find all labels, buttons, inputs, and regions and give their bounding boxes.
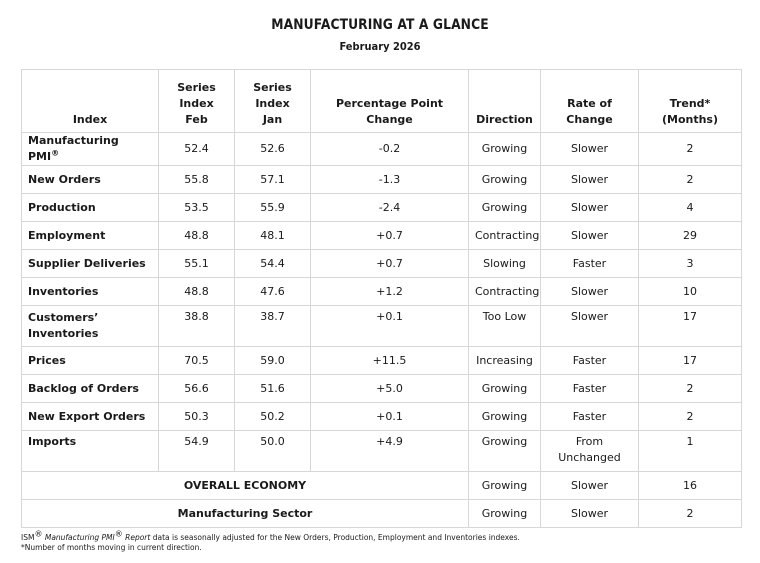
change-value: +0.7 [311,222,469,250]
rate-value: Slower [541,222,639,250]
page-subtitle: February 2026 [339,40,421,53]
change-value: +11.5 [311,347,469,375]
feb-value: 38.8 [159,306,235,347]
trend-value: 10 [639,278,742,306]
direction-value: Growing [469,403,541,431]
trend-value: 17 [639,347,742,375]
jan-value: 55.9 [235,194,311,222]
header-trend [639,70,742,133]
direction-value: Increasing [469,347,541,375]
trend-value: 17 [639,306,742,347]
change-value: +1.2 [311,278,469,306]
change-value: -0.2 [311,133,469,166]
header-jan-line: Series [253,81,292,94]
direction-value: Growing [469,133,541,166]
index-name [22,306,159,347]
trend-value: 3 [639,250,742,278]
trend-value: 2 [639,166,742,194]
header-feb-line: Feb [185,113,208,126]
change-value: -1.3 [311,166,469,194]
header-feb-line: Series [177,81,216,94]
change-value: +5.0 [311,375,469,403]
header-jan-line: Jan [262,113,283,126]
trend-value: 16 [639,472,742,500]
feb-value: 70.5 [159,347,235,375]
index-label-line: Inventories [28,327,99,340]
header-trend-line: Trend* [669,97,711,110]
jan-value: 54.4 [235,250,311,278]
index-name: New Export Orders [22,403,159,431]
direction-value: Growing [469,166,541,194]
rate-value: Slower [541,133,639,166]
feb-value: 48.8 [159,278,235,306]
summary-row [22,472,742,500]
table-row [22,306,742,347]
direction-value: Slowing [469,250,541,278]
table-row [22,194,742,222]
header-feb [159,70,235,133]
table-row [22,166,742,194]
rate-value: Slower [541,306,639,347]
index-name: New Orders [22,166,159,194]
change-value: +0.1 [311,306,469,347]
rate-value: Slower [541,500,639,528]
feb-value: 56.6 [159,375,235,403]
header-direction: Direction [469,70,541,133]
rate-value: Faster [541,375,639,403]
table-row [22,250,742,278]
rate-value: Slower [541,472,639,500]
change-value: +0.7 [311,250,469,278]
jan-value: 50.0 [235,431,311,472]
change-value: +0.1 [311,403,469,431]
header-change-line: Change [366,113,413,126]
rate-value [541,431,639,472]
summary-label: Manufacturing Sector [22,500,469,528]
feb-value: 53.5 [159,194,235,222]
direction-value: Growing [469,500,541,528]
feb-value: 52.4 [159,133,235,166]
trend-value: 29 [639,222,742,250]
jan-value: 52.6 [235,133,311,166]
trend-value: 2 [639,500,742,528]
change-value: +4.9 [311,431,469,472]
trend-value: 1 [639,431,742,472]
direction-value: Contracting [469,222,541,250]
header-row [22,70,742,133]
feb-value: 55.1 [159,250,235,278]
rate-value: Faster [541,347,639,375]
direction-value: Too Low [469,306,541,347]
footnote-trend: *Number of months moving in current direction. [21,543,202,552]
jan-value: 59.0 [235,347,311,375]
direction-value: Growing [469,431,541,472]
page-title: MANUFACTURING AT A GLANCE [271,17,489,33]
direction-value: Growing [469,375,541,403]
header-feb-line: Index [179,97,214,110]
footnote-ism: ISM [21,533,35,542]
jan-value: 57.1 [235,166,311,194]
direction-value: Growing [469,194,541,222]
table-row [22,222,742,250]
table-row [22,133,742,166]
table-row [22,375,742,403]
table-row [22,347,742,375]
registered-mark: ® [114,529,123,539]
footnote-report-name: Manufacturing PMI [44,533,115,542]
trend-value: 2 [639,403,742,431]
header-index: Index [22,70,159,133]
index-name: Production [22,194,159,222]
index-label-line: Customers’ [28,311,99,324]
index-label: Manufacturing PMI [28,134,119,163]
direction-value: Growing [469,472,541,500]
summary-row [22,500,742,528]
jan-value: 47.6 [235,278,311,306]
index-name: Backlog of Orders [22,375,159,403]
direction-value: Contracting [469,278,541,306]
footnotes [21,529,741,553]
jan-value: 50.2 [235,403,311,431]
table-row [22,278,742,306]
jan-value: 51.6 [235,375,311,403]
header-rate: Rate of Change [541,70,639,133]
rate-value: Slower [541,194,639,222]
footnote-report-word: Report [122,533,151,542]
jan-value: 38.7 [235,306,311,347]
footnote-adjustment [21,529,741,543]
feb-value: 54.9 [159,431,235,472]
feb-value: 55.8 [159,166,235,194]
summary-label: OVERALL ECONOMY [22,472,469,500]
header-change-line: Percentage Point [335,97,444,110]
footnote-text: data is seasonally adjusted for the New Orders, Production, Employment and Inventories indexes. [150,533,520,542]
header-jan-line: Index [255,97,290,110]
trend-value: 4 [639,194,742,222]
feb-value: 50.3 [159,403,235,431]
index-name: Prices [22,347,159,375]
index-name: Inventories [22,278,159,306]
index-name [22,133,159,166]
registered-mark: ® [51,148,60,158]
manufacturing-table [21,69,742,528]
table-row [22,431,742,472]
jan-value: 48.1 [235,222,311,250]
header-jan [235,70,311,133]
registered-mark: ® [34,529,43,539]
table-row [22,403,742,431]
header-trend-line: (Months) [661,113,719,126]
index-name: Employment [22,222,159,250]
rate-value: Faster [541,403,639,431]
rate-value: Slower [541,278,639,306]
rate-value: Faster [541,250,639,278]
rate-value: Slower [541,166,639,194]
header-change [311,70,469,133]
index-name: Imports [22,431,159,472]
feb-value: 48.8 [159,222,235,250]
index-name: Supplier Deliveries [22,250,159,278]
trend-value: 2 [639,133,742,166]
rate-value-line: From [575,435,604,448]
change-value: -2.4 [311,194,469,222]
trend-value: 2 [639,375,742,403]
rate-value-line: Unchanged [558,451,621,464]
